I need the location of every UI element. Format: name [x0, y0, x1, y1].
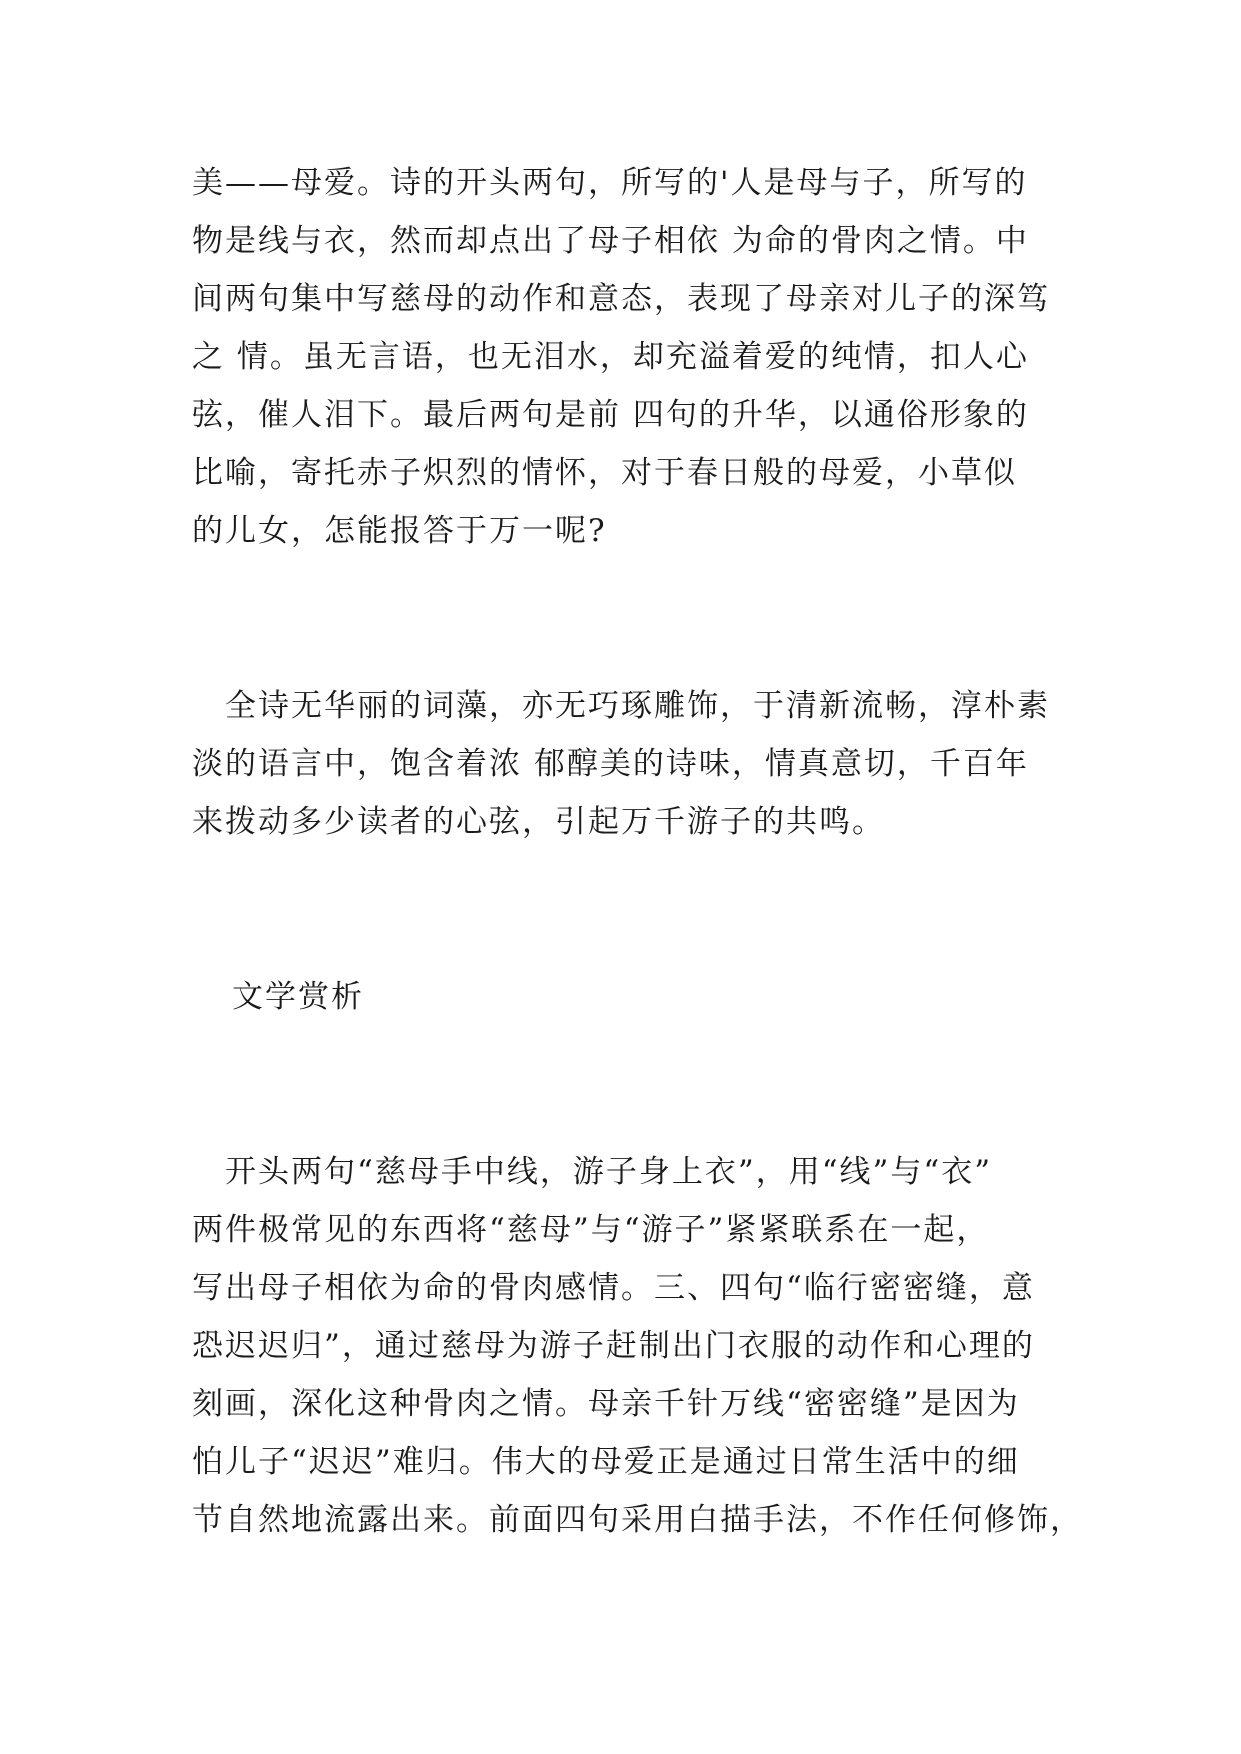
section-heading: 文学赏析 — [232, 979, 364, 1015]
paragraph-1-line-6: 比喻，寄托赤子炽烈的情怀，对于春日般的母爱，小草似 — [192, 455, 1017, 491]
paragraph-3-line-4: 恐迟迟归”，通过慈母为游子赶制出门衣服的动作和心理的 — [192, 1328, 1035, 1364]
paragraph-1-line-2: 物是线与衣，然而却点出了母子相依 为命的骨肉之情。中 — [192, 223, 1029, 259]
paragraph-2-line-2: 淡的语言中，饱含着浓 郁醇美的诗味，情真意切，千百年 — [192, 746, 1029, 782]
paragraph-1-line-4: 之 情。虽无言语，也无泪水，却充溢着爱的纯情，扣人心 — [192, 339, 1029, 375]
paragraph-1-line-7: 的儿女，怎能报答于万一呢? — [192, 513, 607, 549]
paragraph-3-line-7: 节自然地流露出来。前面四句采用白描手法，不作任何修饰， — [192, 1502, 1083, 1538]
paragraph-3-line-2: 两件极常见的东西将“慈母”与“游子”紧紧联系在一起， — [192, 1212, 990, 1248]
paragraph-1-line-3: 间两句集中写慈母的动作和意态，表现了母亲对儿子的深笃 — [192, 281, 1050, 317]
paragraph-1-line-1: 美——母爱。诗的开头两句，所写的'人是母与子，所写的 — [192, 165, 1028, 201]
paragraph-3-line-1: 开头两句“慈母手中线，游子身上衣”，用“线”与“衣” — [192, 1154, 993, 1190]
paragraph-2-line-1: 全诗无华丽的词藻，亦无巧琢雕饰，于清新流畅，淳朴素 — [192, 688, 1050, 724]
paragraph-2-line-3: 来拨动多少读者的心弦，引起万千游子的共鸣。 — [192, 804, 885, 840]
paragraph-3-line-3: 写出母子相依为命的骨肉感情。三、四句“临行密密缝，意 — [192, 1270, 1035, 1306]
paragraph-3-line-5: 刻画，深化这种骨肉之情。母亲千针万线“密密缝”是因为 — [192, 1386, 1020, 1422]
paragraph-3-line-6: 怕儿子“迟迟”难归。伟大的母爱正是通过日常生活中的细 — [192, 1444, 1020, 1480]
paragraph-1-line-5: 弦，催人泪下。最后两句是前 四句的升华，以通俗形象的 — [192, 397, 1029, 433]
